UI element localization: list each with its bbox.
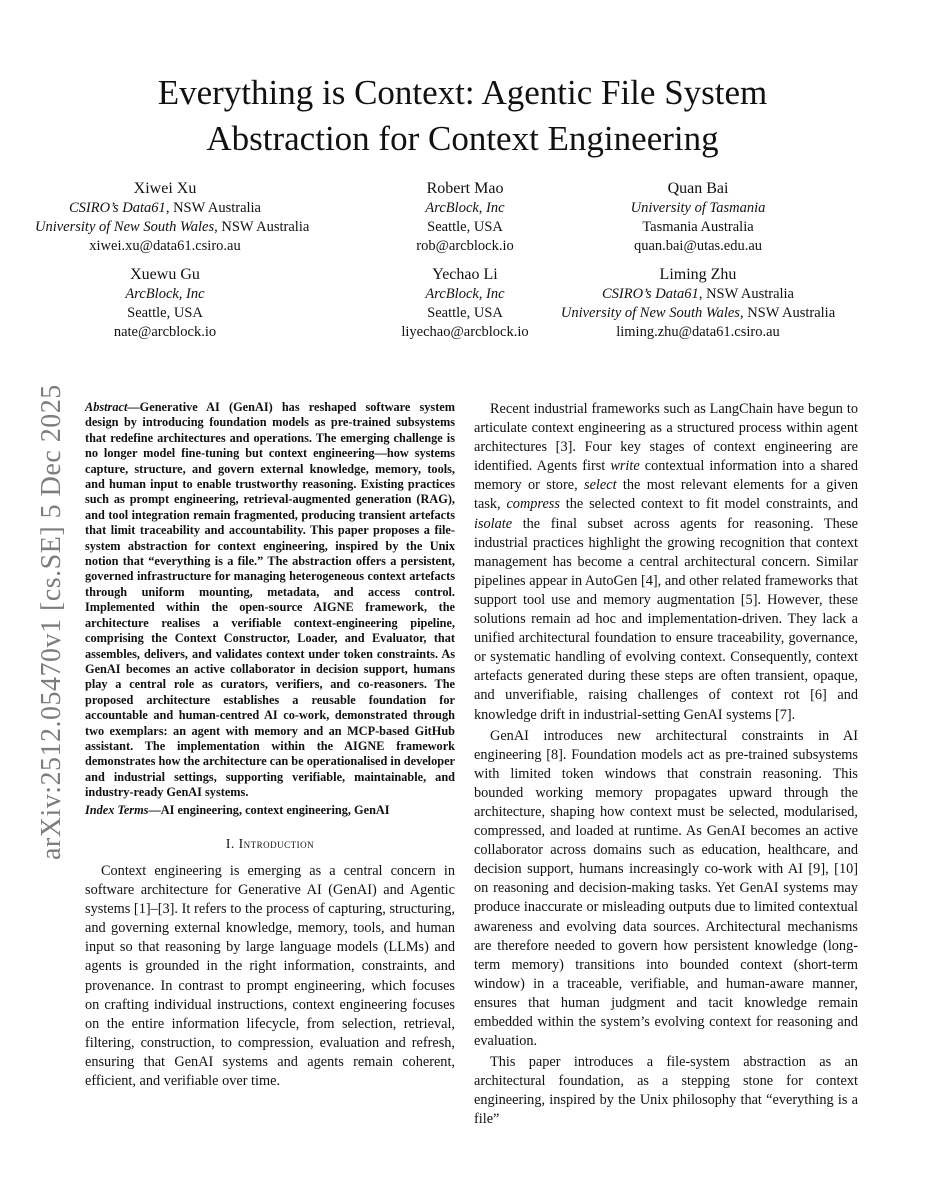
author-email: liyechao@arcblock.io	[401, 324, 529, 340]
author-email: xiwei.xu@data61.csiro.au	[89, 238, 241, 254]
author-affiliation-2: Seattle, USA	[427, 219, 503, 235]
author-email: nate@arcblock.io	[113, 324, 217, 340]
author-email: rob@arcblock.io	[416, 238, 514, 254]
author-affiliation-2: University of New South Wales, NSW Australia	[35, 219, 310, 235]
author-name: Xiwei Xu	[133, 180, 197, 197]
body-paragraph-2: GenAI introduces new architectural constraints in AI engineering [8]. Foundation models act as pre-trained subsystems with limited token windows that constrain reasoning. This bounded working memory propagates upward through the architecture, shaping how context must be selected, modularised, compressed, and loaded at runtime. As GenAI becomes an active collaborator across domains such as education, healthcare, and decision support, humans increasingly co-work with AI [9], [10] on reasoning and decision-making tasks. Yet GenAI systems may produce inaccurate or misleading outputs due to limited contextual awareness and evolving data sources. Architectural mechanisms are therefore needed to govern how persistent knowledge (long-term memory) transitions into bounded context (short-term window) in a traceable, verifiable, and human-aware manner, ensures that human judgment and tacit knowledge remain embedded within the system’s evolving context for reasoning and evaluation.	[474, 727, 858, 1050]
author-affiliation-1: ArcBlock, Inc	[125, 286, 205, 302]
left-column	[85, 400, 455, 1091]
body-paragraph-3: This paper introduces a file-system abstraction as an architectural foundation, as a stepping stone for context engineering, inspired by the Unix philosophy that “everything is a file”	[474, 1054, 858, 1128]
author-1	[35, 178, 310, 256]
author-affiliation-2: Tasmania Australia	[642, 219, 754, 235]
author-affiliation-1: ArcBlock, Inc	[425, 200, 505, 216]
author-4	[35, 264, 295, 342]
section-heading: I. Introduction	[225, 835, 315, 851]
intro-paragraph: Context engineering is emerging as a central concern in software architecture for Generative AI (GenAI) and Agentic systems [1]–[3]. It refers to the process of capturing, structuring, and governing external knowledge, memory, tools, and human input so that reasoning by large language models (LLMs) and agents is grounded in the right information, constraints, and provenance. In contrast to prompt engineering, which focuses on crafting individual instructions, context engineering focuses on the entire information lifecycle, from selection, retrieval, filtering, construction, to compression, evaluation and refresh, ensuring that GenAI systems and agents remain coherent, efficient, and verifiable over time.	[85, 862, 455, 1089]
author-name: Yechao Li	[432, 266, 498, 283]
author-affiliation-1: University of Tasmania	[630, 200, 766, 216]
abstract-label: Abstract	[85, 400, 128, 414]
right-column	[474, 400, 858, 1130]
author-email: quan.bai@utas.edu.au	[633, 238, 763, 254]
index-terms	[85, 803, 455, 818]
paper-title-line-2: Abstraction for Context Engineering	[206, 119, 719, 158]
author-2	[365, 178, 565, 256]
author-affiliation-1: CSIRO’s Data61, NSW Australia	[69, 200, 261, 216]
author-email: liming.zhu@data61.csiro.au	[616, 324, 780, 340]
author-6	[548, 264, 848, 342]
body-paragraph-1: Recent industrial frameworks such as LangChain have begun to articulate context engineering as a structured process within agent architectures [3]. Four key stages of context engineering are identified. Agents first write contextual information into a shared memory or store, select the most relevant elements for a given task, compress the selected context to fit model constraints, and isolate the final subset across agents for reasoning. These industrial practices highlight the growing recognition that context management has become a central architectural concern. Similar pipelines appear in AutoGen [4], and other related frameworks that support tool use and memory augmentation [5]. However, these solutions remain ad hoc and implementation-driven. They lack a unified architectural foundation to ensure traceability, governance, or systematic handling of evolving context. Consequently, context artefacts generated during these steps are often transient, opaque, and unverifiable, raising challenges of context rot [6] and knowledge drift in industrial-setting GenAI systems [7].	[474, 401, 858, 723]
paper-title	[0, 70, 925, 162]
author-name: Robert Mao	[426, 180, 504, 197]
arxiv-identifier: arXiv:2512.05470v1 [cs.SE] 5 Dec 2025	[36, 384, 67, 860]
abstract	[85, 400, 455, 801]
index-terms-label: Index Terms	[85, 802, 149, 817]
paper-title-line-1: Everything is Context: Agentic File System	[157, 73, 768, 112]
author-affiliation-2: University of New South Wales, NSW Australia	[560, 305, 836, 321]
author-affiliation-2: Seattle, USA	[427, 305, 503, 321]
author-name: Xuewu Gu	[130, 266, 200, 283]
author-affiliation-1: ArcBlock, Inc	[425, 286, 505, 302]
abstract-text: —Generative AI (GenAI) has reshaped software system design by introducing foundation models as pre-trained subsystems that redefine architectures and operations. The emerging challenge is no longer model fine-tuning but context engineering—how systems capture, structure, and govern external knowledge, memory, tools, and human input to enable trustworthy reasoning. Existing practices such as prompt engineering, retrieval-augmented generation (RAG), and tool integration remain fragmented, producing transient artefacts that limit traceability and accountability. This paper proposes a file-system abstraction for context engineering, inspired by the Unix notion that “everything is a file.” The abstraction offers a persistent, governed infrastructure for managing heterogeneous context artefacts through uniform mounting, metadata, and access control. Implemented within the open-source AIGNE framework, the architecture realises a verifiable context-engineering pipeline, comprising the Context Constructor, Loader, and Evaluator, that assembles, delivers, and validates context under token constraints. As GenAI becomes an active collaborator in decision support, humans play a central role as curators, verifiers, and co-reasoners. The proposed architecture establishes a reusable foundation for accountable and human-centred AI co-work, demonstrated through two exemplars: an agent with memory and an MCP-based GitHub assistant. The implementation within the AIGNE framework demonstrates how the architecture can be operationalised in developer and industrial settings, supporting verifiable, maintainable, and industry-ready GenAI systems.	[85, 400, 455, 800]
author-affiliation-2: Seattle, USA	[127, 305, 203, 321]
author-name: Quan Bai	[667, 180, 729, 197]
author-3	[578, 178, 818, 256]
author-5	[365, 264, 565, 342]
index-terms-text: —AI engineering, context engineering, GenAI	[148, 802, 390, 817]
author-affiliation-1: CSIRO’s Data61, NSW Australia	[602, 286, 794, 302]
author-name: Liming Zhu	[659, 266, 737, 283]
